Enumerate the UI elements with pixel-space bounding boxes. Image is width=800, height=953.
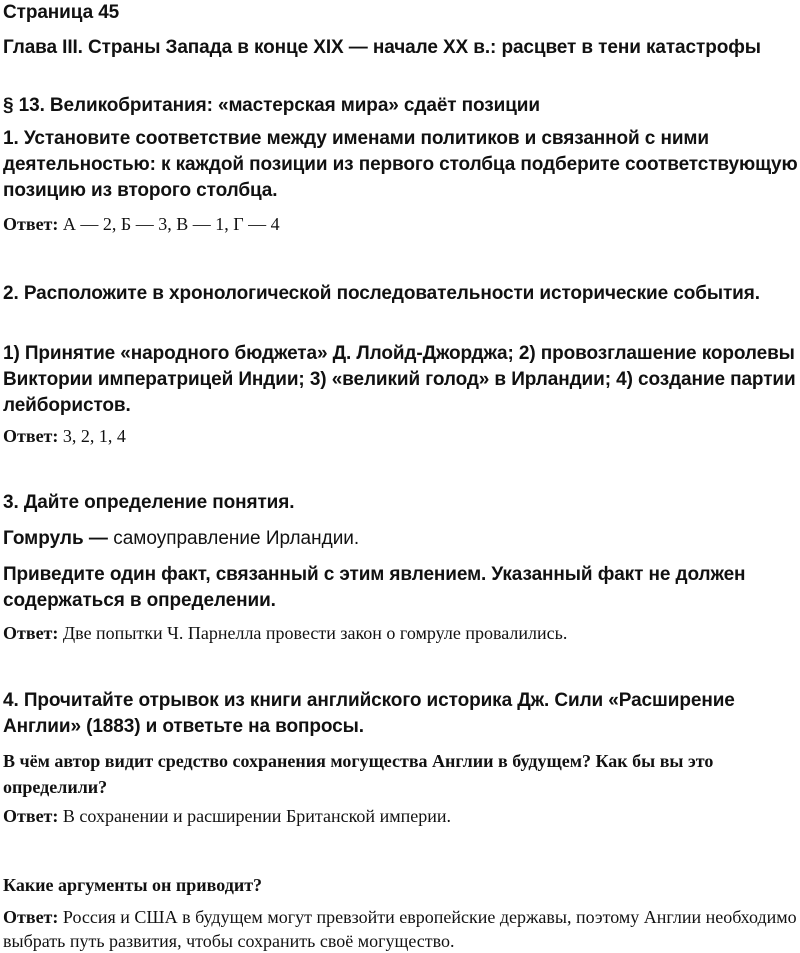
answer-label: Ответ: — [3, 214, 59, 234]
answer-text: А — 2, Б — 3, В — 1, Г — 4 — [62, 214, 280, 234]
question-3-task: 3. Дайте определение понятия. — [3, 492, 295, 513]
question-1-task: 1. Установите соответствие между именами политиков и связанной с ними деятельностью: к каждой позиции из первого столбца подберите соответствующую позицию из второго столбца. — [3, 128, 798, 201]
question-3-task-2: Приведите один факт, связанный с этим явлением. Указанный факт не должен содержаться в определении. — [3, 564, 746, 611]
question-2-events: 1) Принятие «народного бюджета» Д. Ллойд-Джорджа; 2) провозглашение королевы Виктории императрицей Индии; 3) «великий голод» в Ирландии; 4) создание партии лейбористов. — [3, 343, 796, 416]
question-4-answer-2 — [3, 905, 798, 953]
question-2-answer — [3, 424, 798, 448]
definition-text: самоуправление Ирландии. — [113, 528, 360, 549]
question-4-subquestion-1: В чём автор видит средство сохранения могущества Англии в будущем? Как бы вы это определили? — [3, 751, 714, 797]
answer-text: 3, 2, 1, 4 — [62, 426, 126, 446]
answer-label: Ответ: — [3, 806, 59, 826]
term-definition — [3, 526, 798, 552]
page-title: Страница 45 — [3, 2, 120, 23]
answer-label: Ответ: — [3, 426, 59, 446]
question-1-answer — [3, 212, 798, 236]
answer-text: Две попытки Ч. Парнелла провести закон о гомруле провалились. — [62, 623, 568, 643]
chapter-title: Глава III. Страны Запада в конце XIX — начале XX в.: расцвет в тени катастрофы — [3, 37, 761, 58]
question-4-task: 4. Прочитайте отрывок из книги английского историка Дж. Сили «Расширение Англии» (1883) и ответьте на вопросы. — [3, 690, 735, 737]
answer-label: Ответ: — [3, 623, 59, 643]
question-4-answer-1 — [3, 804, 798, 828]
question-3-answer — [3, 621, 798, 645]
answer-text: В сохранении и расширении Британской империи. — [62, 806, 451, 826]
question-4-subquestion-2: Какие аргументы он приводит? — [3, 875, 263, 895]
term: Гомруль — — [3, 528, 108, 549]
answer-text: Россия и США в будущем могут превзойти европейские державы, поэтому Англии необходимо выбрать путь развития, чтобы сохранить своё могущество. — [3, 907, 797, 951]
question-2-task: 2. Расположите в хронологической последовательности исторические события. — [3, 283, 760, 304]
section-title: § 13. Великобритания: «мастерская мира» сдаёт позиции — [3, 95, 540, 116]
answer-label: Ответ: — [3, 907, 59, 927]
